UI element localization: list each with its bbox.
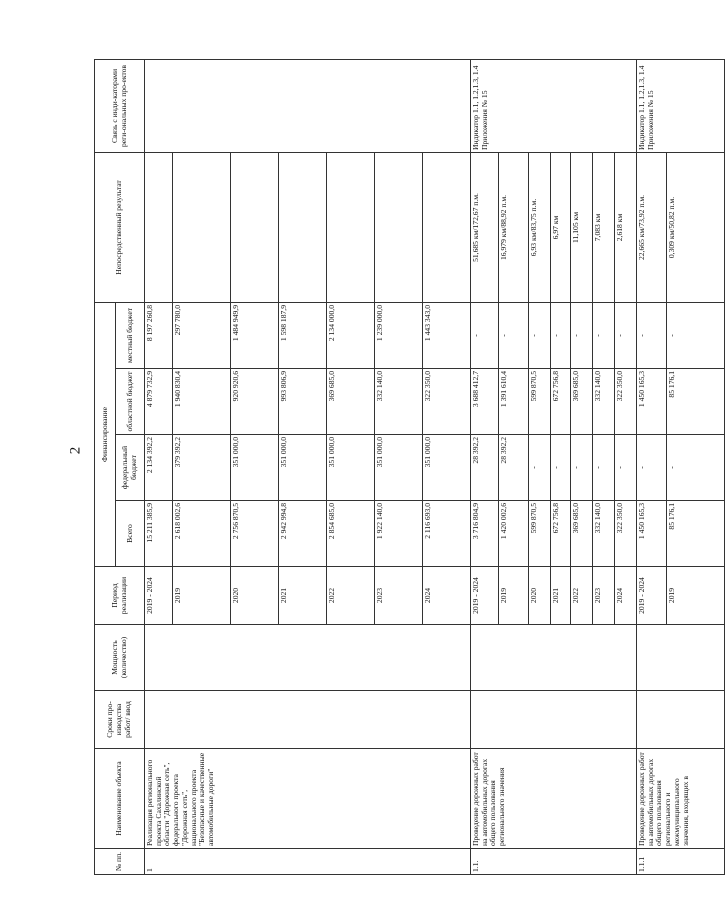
cell-period: 2022 (327, 567, 375, 625)
cell-period: 2023 (375, 567, 423, 625)
cell-num: 1.1.1 (637, 849, 725, 875)
cell-period: 2020 (529, 567, 551, 625)
header-result: Непосредственный результат (95, 152, 145, 302)
table-row (637, 59, 667, 874)
cell-object-name: Реализация регионального проекта Сахалинской области "Дорожная сеть", федерального проекта "Дорожная сеть", национального проекта "Безопасные и качественные автомобильные дороги" (145, 749, 471, 849)
cell-local: - (471, 302, 499, 368)
cell-federal: 351 000,0 (423, 435, 471, 501)
cell-regional: 332 140,0 (593, 369, 615, 435)
cell-result (231, 152, 279, 302)
cell-local: - (529, 302, 551, 368)
cell-total: 599 870,5 (529, 501, 551, 567)
cell-regional: 332 140,0 (375, 369, 423, 435)
cell-period: 2024 (615, 567, 637, 625)
cell-num: 1.1. (471, 849, 637, 875)
cell-regional: 369 685,0 (571, 369, 593, 435)
cell-result (279, 152, 327, 302)
cell-indicator-link (145, 59, 471, 152)
cell-result: 11,105 км (571, 152, 593, 302)
cell-federal: 28 392,2 (499, 435, 529, 501)
cell-result: 7,083 км (593, 152, 615, 302)
cell-result (423, 152, 471, 302)
cell-regional: 1 450 165,3 (637, 369, 667, 435)
financing-table (94, 59, 725, 875)
cell-total: 332 140,0 (593, 501, 615, 567)
cell-local: - (637, 302, 667, 368)
cell-regional: 599 870,5 (529, 369, 551, 435)
cell-total: 2 756 870,5 (231, 501, 279, 567)
header-name: Наименование объекта (95, 749, 145, 849)
header-num: № пп. (95, 849, 145, 875)
cell-period: 2019 - 2024 (471, 567, 499, 625)
cell-total: 2 618 002,6 (173, 501, 231, 567)
cell-period: 2024 (423, 567, 471, 625)
header-link: Связь с инди-каторами реги-ональных про-ектов (95, 59, 145, 152)
header-federal: федеральный бюджет (116, 435, 145, 501)
cell-period: 2019 (667, 567, 725, 625)
cell-federal: - (667, 435, 725, 501)
cell-period: 2019 (173, 567, 231, 625)
cell-regional: 322 350,0 (615, 369, 637, 435)
cell-result: 51,685 км/172,67 п.м. (471, 152, 499, 302)
cell-regional: 85 176,1 (667, 369, 725, 435)
cell-total: 85 176,1 (667, 501, 725, 567)
cell-local: - (615, 302, 637, 368)
header-period: Период реализации (95, 567, 145, 625)
cell-federal: 2 134 392,2 (145, 435, 173, 501)
cell-period: 2019 - 2024 (637, 567, 667, 625)
cell-total: 369 685,0 (571, 501, 593, 567)
cell-indicator-link: Индикатор 1.1, 1.2,1.3, 1.4 Приложения № 15 (637, 59, 725, 152)
cell-period: 2023 (593, 567, 615, 625)
cell-period: 2020 (231, 567, 279, 625)
cell-local: - (551, 302, 571, 368)
cell-local: 1 598 187,9 (279, 302, 327, 368)
cell-result: 0,309 км/50,82 п.м. (667, 152, 725, 302)
cell-federal: - (551, 435, 571, 501)
cell-total: 672 756,8 (551, 501, 571, 567)
header-total: Всего (116, 501, 145, 567)
cell-regional: 1 391 610,4 (499, 369, 529, 435)
cell-federal: 351 000,0 (327, 435, 375, 501)
cell-regional: 1 940 830,4 (173, 369, 231, 435)
cell-regional: 3 688 412,7 (471, 369, 499, 435)
cell-local: - (571, 302, 593, 368)
table-row (145, 59, 173, 874)
cell-federal: - (615, 435, 637, 501)
cell-period: 2019 - 2024 (145, 567, 173, 625)
cell-result (375, 152, 423, 302)
cell-federal: - (593, 435, 615, 501)
cell-total: 322 350,0 (615, 501, 637, 567)
cell-capacity (471, 625, 637, 691)
cell-regional: 369 685,0 (327, 369, 375, 435)
cell-federal: - (571, 435, 593, 501)
cell-period: 2021 (551, 567, 571, 625)
cell-object-name: Проведение дорожных работ на автомобильных дорогах общего пользования регионального значения (471, 749, 637, 849)
cell-result: 6,97 км (551, 152, 571, 302)
cell-regional: 993 806,9 (279, 369, 327, 435)
cell-total: 2 116 693,0 (423, 501, 471, 567)
cell-regional: 4 879 732,9 (145, 369, 173, 435)
cell-total: 1 420 002,6 (499, 501, 529, 567)
rotated-table-container (94, 60, 690, 875)
table-header (95, 59, 145, 874)
cell-local: 1 484 949,9 (231, 302, 279, 368)
cell-federal: 379 392,2 (173, 435, 231, 501)
cell-capacity (145, 625, 471, 691)
cell-terms (471, 691, 637, 749)
cell-total: 2 942 994,8 (279, 501, 327, 567)
header-local: местный бюджет (116, 302, 145, 368)
page-number: 2 (67, 446, 84, 455)
cell-local: 8 197 260,8 (145, 302, 173, 368)
header-regional: областной бюджет (116, 369, 145, 435)
cell-period: 2019 (499, 567, 529, 625)
cell-result: 6,93 км/83,75 п.м. (529, 152, 551, 302)
cell-total: 1 922 140,0 (375, 501, 423, 567)
cell-local: 297 780,0 (173, 302, 231, 368)
cell-object-name: Проведение дорожных работ на автомобильных дорогах общего пользования регионального и межмуниципального значения, входящих в (637, 749, 725, 849)
cell-period: 2021 (279, 567, 327, 625)
cell-regional: 322 350,0 (423, 369, 471, 435)
cell-terms (145, 691, 471, 749)
header-terms: Сроки про-изводства работ/ ввод (95, 691, 145, 749)
cell-local: - (499, 302, 529, 368)
cell-local: - (667, 302, 725, 368)
cell-regional: 672 756,8 (551, 369, 571, 435)
cell-local: 1 443 343,0 (423, 302, 471, 368)
cell-total: 2 854 685,0 (327, 501, 375, 567)
cell-federal: 28 392,2 (471, 435, 499, 501)
header-capacity: Мощность (количество) (95, 625, 145, 691)
table-row (471, 59, 499, 874)
cell-federal: 351 000,0 (279, 435, 327, 501)
cell-federal: - (637, 435, 667, 501)
cell-result (327, 152, 375, 302)
table-body (145, 59, 725, 874)
cell-indicator-link: Индикатор 1.1, 1.2,1.3, 1.4 Приложения № 15 (471, 59, 637, 152)
cell-result: 22,665 км/73,92 п.м. (637, 152, 667, 302)
cell-result: 2,618 км (615, 152, 637, 302)
cell-regional: 920 920,6 (231, 369, 279, 435)
cell-result (145, 152, 173, 302)
cell-result: 16,979 км/88,92 п.м. (499, 152, 529, 302)
cell-federal: 351 000,0 (231, 435, 279, 501)
cell-federal: - (529, 435, 551, 501)
cell-local: 2 134 000,0 (327, 302, 375, 368)
cell-local: - (593, 302, 615, 368)
cell-federal: 351 000,0 (375, 435, 423, 501)
cell-local: 1 239 000,0 (375, 302, 423, 368)
cell-capacity (637, 625, 725, 691)
cell-num: 1 (145, 849, 471, 875)
cell-total: 3 716 804,9 (471, 501, 499, 567)
cell-result (173, 152, 231, 302)
header-financing: Финансирование (95, 302, 116, 566)
cell-terms (637, 691, 725, 749)
cell-period: 2022 (571, 567, 593, 625)
cell-total: 15 211 385,9 (145, 501, 173, 567)
cell-total: 1 450 165,3 (637, 501, 667, 567)
